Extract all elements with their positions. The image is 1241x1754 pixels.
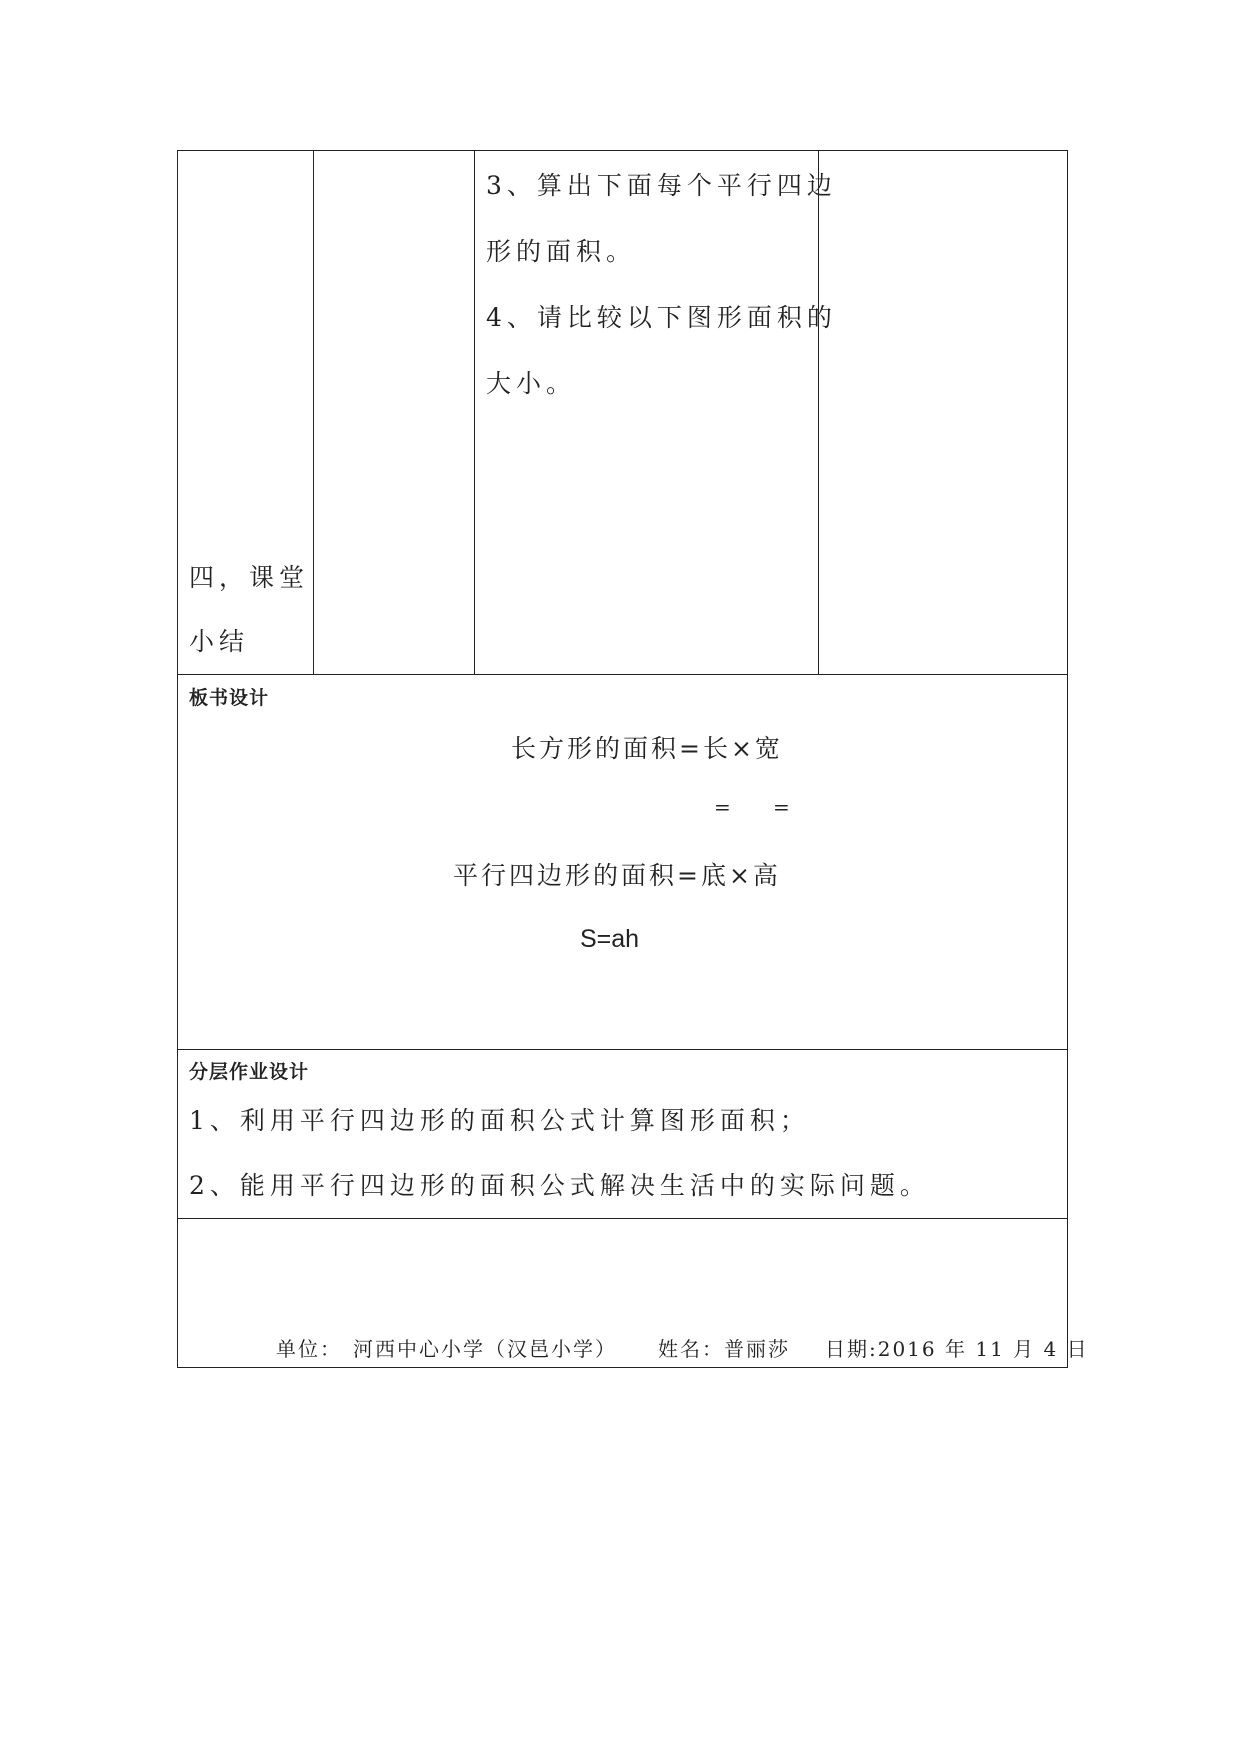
footer-date: 日期:2016 年 11 月 4 日 [825, 1337, 1089, 1361]
board-equals-2: = [773, 795, 793, 819]
column-divider-1 [313, 150, 314, 674]
task-3-line2: 形的面积。 [486, 237, 637, 266]
column-divider-2 [474, 150, 475, 674]
row-divider-board [177, 674, 1068, 675]
footer-name-value: 普丽莎 [724, 1337, 790, 1361]
board-line-rectangle-area: 长方形的面积=长×宽 [511, 734, 783, 763]
board-design-heading: 板书设计 [189, 687, 270, 709]
column-divider-3 [818, 150, 819, 674]
board-formula: S=ah [580, 925, 640, 953]
task-4-line2: 大小。 [486, 369, 577, 398]
footer-unit-value: 河西中心小学（汉邑小学） [353, 1337, 617, 1361]
homework-design-heading: 分层作业设计 [189, 1061, 310, 1083]
task-3-line1: 3、算出下面每个平行四边 [486, 171, 837, 200]
homework-item-1: 1、利用平行四边形的面积公式计算图形面积； [189, 1106, 810, 1135]
footer-unit-label: 单位： [276, 1337, 342, 1361]
board-line-parallelogram-area: 平行四边形的面积=底×高 [453, 861, 781, 890]
row-divider-footer [177, 1218, 1068, 1219]
board-equals-1: = [714, 795, 734, 819]
homework-item-2: 2、能用平行四边形的面积公式解决生活中的实际问题。 [189, 1171, 930, 1200]
section-label-line1: 四，课堂 [189, 563, 310, 592]
footer-name-label: 姓名： [658, 1337, 724, 1361]
task-4-line1: 4、请比较以下图形面积的 [486, 303, 837, 332]
row-divider-homework [177, 1049, 1068, 1050]
section-label-line2: 小结 [189, 627, 250, 656]
